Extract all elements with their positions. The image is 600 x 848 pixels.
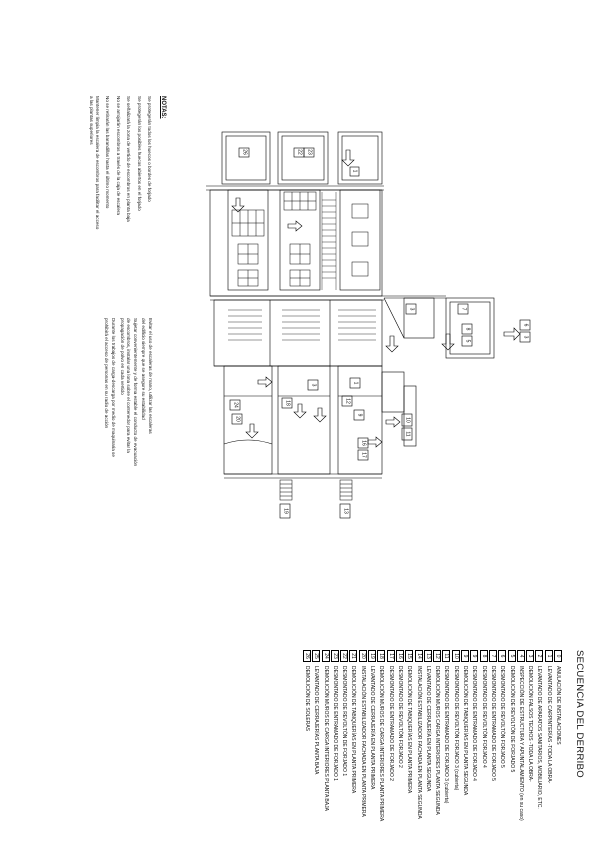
legend-item-text: DESMONTADO DE ENTRAMADO DE FORJADO 4 bbox=[471, 666, 478, 781]
legend-item-text: DEMOLICIÓN FALSOS TECHOS -TODA LA OBRA- bbox=[527, 666, 534, 782]
drawing-tag-label: 16 bbox=[360, 440, 367, 446]
legend-item-number: 24 bbox=[322, 650, 330, 662]
legend-item-text: DEMOLICIÓN MUROS CARGA INTERIORES PLANTA SEGUNDA bbox=[434, 666, 441, 815]
legend-item bbox=[461, 650, 469, 795]
middle-note-line-5: propagación de polvo en cada vertido bbox=[119, 318, 125, 395]
legend-item bbox=[470, 650, 478, 781]
legend-item bbox=[554, 650, 562, 745]
legend-item-text: DESMONTADO DE ENTRAMADO DE FORJADO 3 (cubierta) bbox=[443, 666, 450, 804]
drawing-tag-label: 13 bbox=[342, 508, 349, 514]
drawing-tag-label: 3 bbox=[310, 383, 317, 387]
legend-item-text: DESMONTADO DE REVOLTÓN FORJADO 5 bbox=[499, 666, 506, 768]
legend-item bbox=[368, 650, 376, 789]
drawing-tag-label: 18 bbox=[284, 400, 291, 406]
middle-note-line-4: de escombros, instalar una lona sobre el contenedor para evitar la bbox=[126, 318, 132, 453]
legend-item bbox=[442, 650, 450, 803]
legend-item-text: DESMONTADO DE REVOLTÓN FORJADO 4 bbox=[481, 666, 488, 768]
legend-item bbox=[387, 650, 395, 781]
legend-item-text: LEVANTADO DE CARPINTERÍAS -TODA LA OBRA- bbox=[546, 666, 553, 784]
drawing-tag-label: 19 bbox=[282, 508, 289, 514]
legend-item bbox=[377, 650, 385, 821]
drawing-tag-label: 26 bbox=[241, 149, 248, 155]
drawing-tag-label: 20 bbox=[234, 416, 241, 422]
legend-item-text: DESMONTADO DE REVOLTÓN DE FORJADO 1 bbox=[341, 666, 348, 777]
legend-item-text: DESMONTADO DE REVOLTÓN FORJADO 2 bbox=[397, 666, 404, 768]
legend-title: SECUENCIA DEL DERRIBO bbox=[574, 650, 585, 778]
legend-item bbox=[517, 650, 525, 821]
legend-item-text: DESMONTADO DE ENTRAMADO DE FORJADO 5 bbox=[490, 666, 497, 781]
legend-item-number: 21 bbox=[349, 650, 357, 662]
legend-item-number: 1 bbox=[545, 650, 553, 662]
note-line-3: Se señalizará la zona de vertido de escombros en planta baja bbox=[126, 96, 132, 222]
drawing-tag-label: 9 bbox=[356, 413, 363, 417]
drawing-tag-label: 7 bbox=[460, 307, 467, 311]
legend-item bbox=[405, 650, 413, 793]
legend-item-text: DEMOLICIÓN MUROS DE CARGA INTERIORES PLANTA BAJA bbox=[323, 666, 329, 811]
legend-item bbox=[489, 650, 497, 781]
middle-note-line-7: prohibirá el acceso de personas en su radio de acción bbox=[104, 318, 110, 429]
legend-item-number: 8 bbox=[480, 650, 488, 662]
legend-item bbox=[424, 650, 432, 791]
legend-item-text: LEVANTADO DE APARATOS SANITARIOS, MOBILIARIO, ETC. bbox=[536, 666, 543, 809]
legend-item-number: 3 bbox=[526, 650, 534, 662]
drawing-tag-label: 10 bbox=[404, 417, 411, 423]
drawing-tag-label: 1 bbox=[351, 169, 358, 173]
legend-item-number: 19 bbox=[368, 650, 376, 662]
notes-title: NOTAS: bbox=[160, 96, 166, 119]
legend-item-text: DEMOLICIÓN DE TABIQUERÍAS EN PLANTA SEGUNDA bbox=[462, 666, 469, 796]
legend-item-text: DEMOLICIÓN DE SOLERAS bbox=[304, 666, 311, 732]
drawing-tag-label: 11 bbox=[404, 431, 411, 437]
note-line-2: Se protegerán los posibles huecos abiertos en el forjado bbox=[136, 96, 142, 211]
note-line-5: No se retirarán las barandillas hasta el último momento bbox=[105, 96, 111, 209]
drawing-tag-label: 17 bbox=[360, 452, 367, 458]
legend-item-number: 11 bbox=[442, 650, 450, 662]
legend-item-number: 23 bbox=[331, 650, 339, 662]
legend-item bbox=[526, 650, 534, 782]
legend-item bbox=[415, 650, 423, 819]
legend-item-number: 20 bbox=[359, 650, 367, 662]
legend-item-number: 12 bbox=[433, 650, 441, 662]
drawing-tag-label: 22 bbox=[296, 149, 303, 155]
drawing-tag-label: 24 bbox=[232, 402, 239, 408]
middle-floor-block bbox=[210, 296, 446, 366]
legend-item-number: 0 bbox=[554, 650, 562, 662]
legend-item bbox=[396, 650, 404, 768]
drawing-tag-label: 23 bbox=[306, 149, 313, 155]
legend-item-text: DEMOLICIÓN DE TABIQUERÍAS EN PLANTA PRIMERA bbox=[350, 666, 357, 794]
note-line-6: Mantener limpia la escalera de escombros para facilitar el acceso bbox=[95, 96, 101, 230]
drawing-tag-label: 1 bbox=[352, 381, 359, 385]
legend-item-number: 7 bbox=[489, 650, 497, 662]
legend-item bbox=[508, 650, 516, 772]
legend-item-text: LEVANTADO DE CERRAJERÍA EN PLANTA PRIMERA bbox=[369, 666, 376, 790]
legend-item-text: DESMONTADO DE ENTRAMADO DE FORJADO 1 bbox=[332, 666, 339, 781]
note-line-4: No se arrojarán escombros a través de la caja de escalera bbox=[115, 96, 121, 215]
legend-item bbox=[359, 650, 367, 817]
legend-item-number: 9 bbox=[470, 650, 478, 662]
legend-item-text: INSPECCIÓN DE ESTRUCTURA Y APUNTALAMIENTO (en su caso) bbox=[518, 666, 525, 821]
middle-note-line-2: del edificio siempre que se asegure su estabilidad bbox=[141, 318, 147, 420]
legend-item-text: INSTALACIÓN ESTABILIZADOR FACHADA EN PLANTA PRIMERA bbox=[360, 666, 367, 817]
legend-item bbox=[452, 650, 460, 790]
flow-arrows bbox=[232, 150, 520, 447]
legend-item bbox=[322, 650, 330, 811]
middle-note-line-1: Evitar el uso de escaleras de mano, utilizar las escaleras bbox=[148, 318, 153, 434]
drawing-tag-label: 6 bbox=[522, 323, 529, 327]
legend-item-number: 26 bbox=[303, 650, 311, 662]
legend-item bbox=[312, 650, 320, 774]
legend-item bbox=[340, 650, 348, 776]
drawing-tag-label: 5 bbox=[464, 339, 471, 343]
legend-item bbox=[433, 650, 441, 815]
upper-floor-block bbox=[206, 132, 384, 296]
legend-item-number: 14 bbox=[415, 650, 423, 662]
legend-item-number: 13 bbox=[424, 650, 432, 662]
legend-item-text: DEMOLICIÓN DE REVOLTÓN DE FORJADO 5 bbox=[509, 666, 515, 773]
legend-item-text: DESMONTADO DE REVOLTÓN FORJADO 3 (cubierta) bbox=[453, 666, 460, 791]
legend-item bbox=[349, 650, 357, 793]
legend-item-text: INSTALACIÓN ESTABILIZADOR FACHADA EN PLANTA SEGUNDA bbox=[416, 666, 422, 819]
drawing-tag-label: 3 bbox=[522, 335, 529, 339]
middle-note-line-6: Durante los trabajos de carga-descarga por medio de maquinaria se bbox=[111, 318, 117, 457]
drawing-tag-label: 12 bbox=[344, 398, 351, 404]
legend-item bbox=[535, 650, 543, 809]
legend-item-text: DEMOLICIÓN DE TABIQUERÍAS EN PLANTA PRIMERA bbox=[406, 666, 413, 794]
middle-note-line-3: Sujetar convenientemente y de forma estable el conducto de evacuación bbox=[132, 318, 138, 467]
legend-item bbox=[303, 650, 311, 731]
legend-item-text: LEVANTADO DE CERRAJERÍA EN PLANTA SEGUNDA bbox=[425, 666, 432, 792]
legend-item-number: 6 bbox=[498, 650, 506, 662]
legend-item-number: 16 bbox=[396, 650, 404, 662]
legend-item-number: 18 bbox=[377, 650, 385, 662]
legend-item-number: 10 bbox=[452, 650, 460, 662]
legend-item-number: 25 bbox=[312, 650, 320, 662]
legend-item-number: 5 bbox=[508, 650, 516, 662]
legend-item-number: 4 bbox=[517, 650, 525, 662]
note-line-7: a las plantas superiores bbox=[88, 96, 94, 145]
legend-item-text: DESMONTADO DE ENTRAMADO DE FORJADO 2 bbox=[388, 666, 395, 781]
drawing-tag-label: 3 bbox=[408, 307, 415, 311]
legend-item-text: ANULACIÓN DE INSTALACIONES bbox=[555, 666, 562, 745]
legend-item bbox=[498, 650, 506, 768]
legend-item-number: 9 bbox=[461, 650, 469, 662]
legend-item-number: 15 bbox=[405, 650, 413, 662]
legend-item bbox=[480, 650, 488, 768]
note-line-1: Se protegerán todos los huecos o bordes de forjado bbox=[147, 96, 152, 202]
legend-item-text: DEMOLICIÓN MUROS DE CARGA INTERIORES PLANTA PRIMERA bbox=[378, 666, 385, 822]
legend-item-number: 17 bbox=[387, 650, 395, 662]
roof-block bbox=[384, 298, 494, 358]
legend-item-number: 2 bbox=[535, 650, 543, 662]
legend-item bbox=[545, 650, 553, 783]
legend-item-number: 22 bbox=[340, 650, 348, 662]
legend-item bbox=[331, 650, 339, 781]
legend-item-text: LEVANTADO DE CERRAJERÍAS PLANTA BAJA bbox=[313, 666, 320, 775]
drawing-tag-label: 8 bbox=[464, 327, 471, 331]
